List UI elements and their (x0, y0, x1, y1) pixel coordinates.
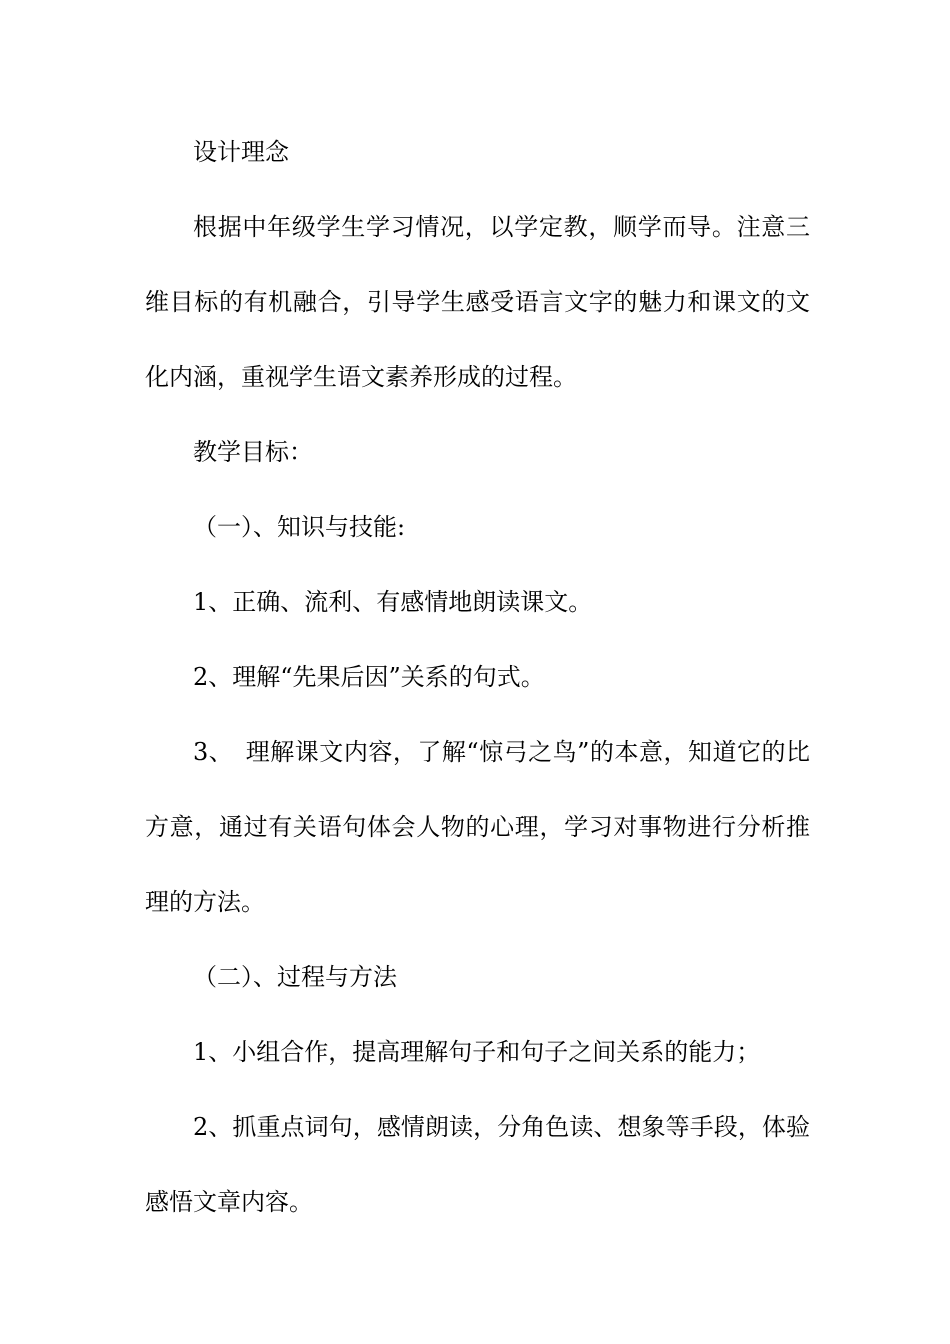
subheading-process-methods: （二）、过程与方法 (193, 963, 397, 991)
goal-item-2: 2、理解“先果后因”关系的句式。 (193, 663, 545, 691)
goal-item-3: 3、 理解课文内容，了解“惊弓之鸟”的本意，知道它的比方意，通过有关语句体会人物的心理，学习对事物进行分析推理的方法。 (145, 738, 810, 916)
process-item-2: 2、抓重点词句，感情朗读，分角色读、想象等手段，体验感悟文章内容。 (145, 1113, 810, 1216)
section-heading-teaching-goals: 教学目标： (193, 438, 313, 466)
goal-item-1: 1、正确、流利、有感情地朗读课文。 (193, 588, 593, 616)
section-heading-design-concept: 设计理念 (193, 138, 289, 166)
design-concept-paragraph: 根据中年级学生学习情况，以学定教，顺学而导。注意三维目标的有机融合，引导学生感受语言文字的魅力和课文的文化内涵，重视学生语文素养形成的过程。 (145, 213, 810, 391)
process-item-1: 1、小组合作，提高理解句子和句子之间关系的能力； (193, 1038, 761, 1066)
subheading-knowledge-skills: （一）、知识与技能: (193, 513, 406, 541)
